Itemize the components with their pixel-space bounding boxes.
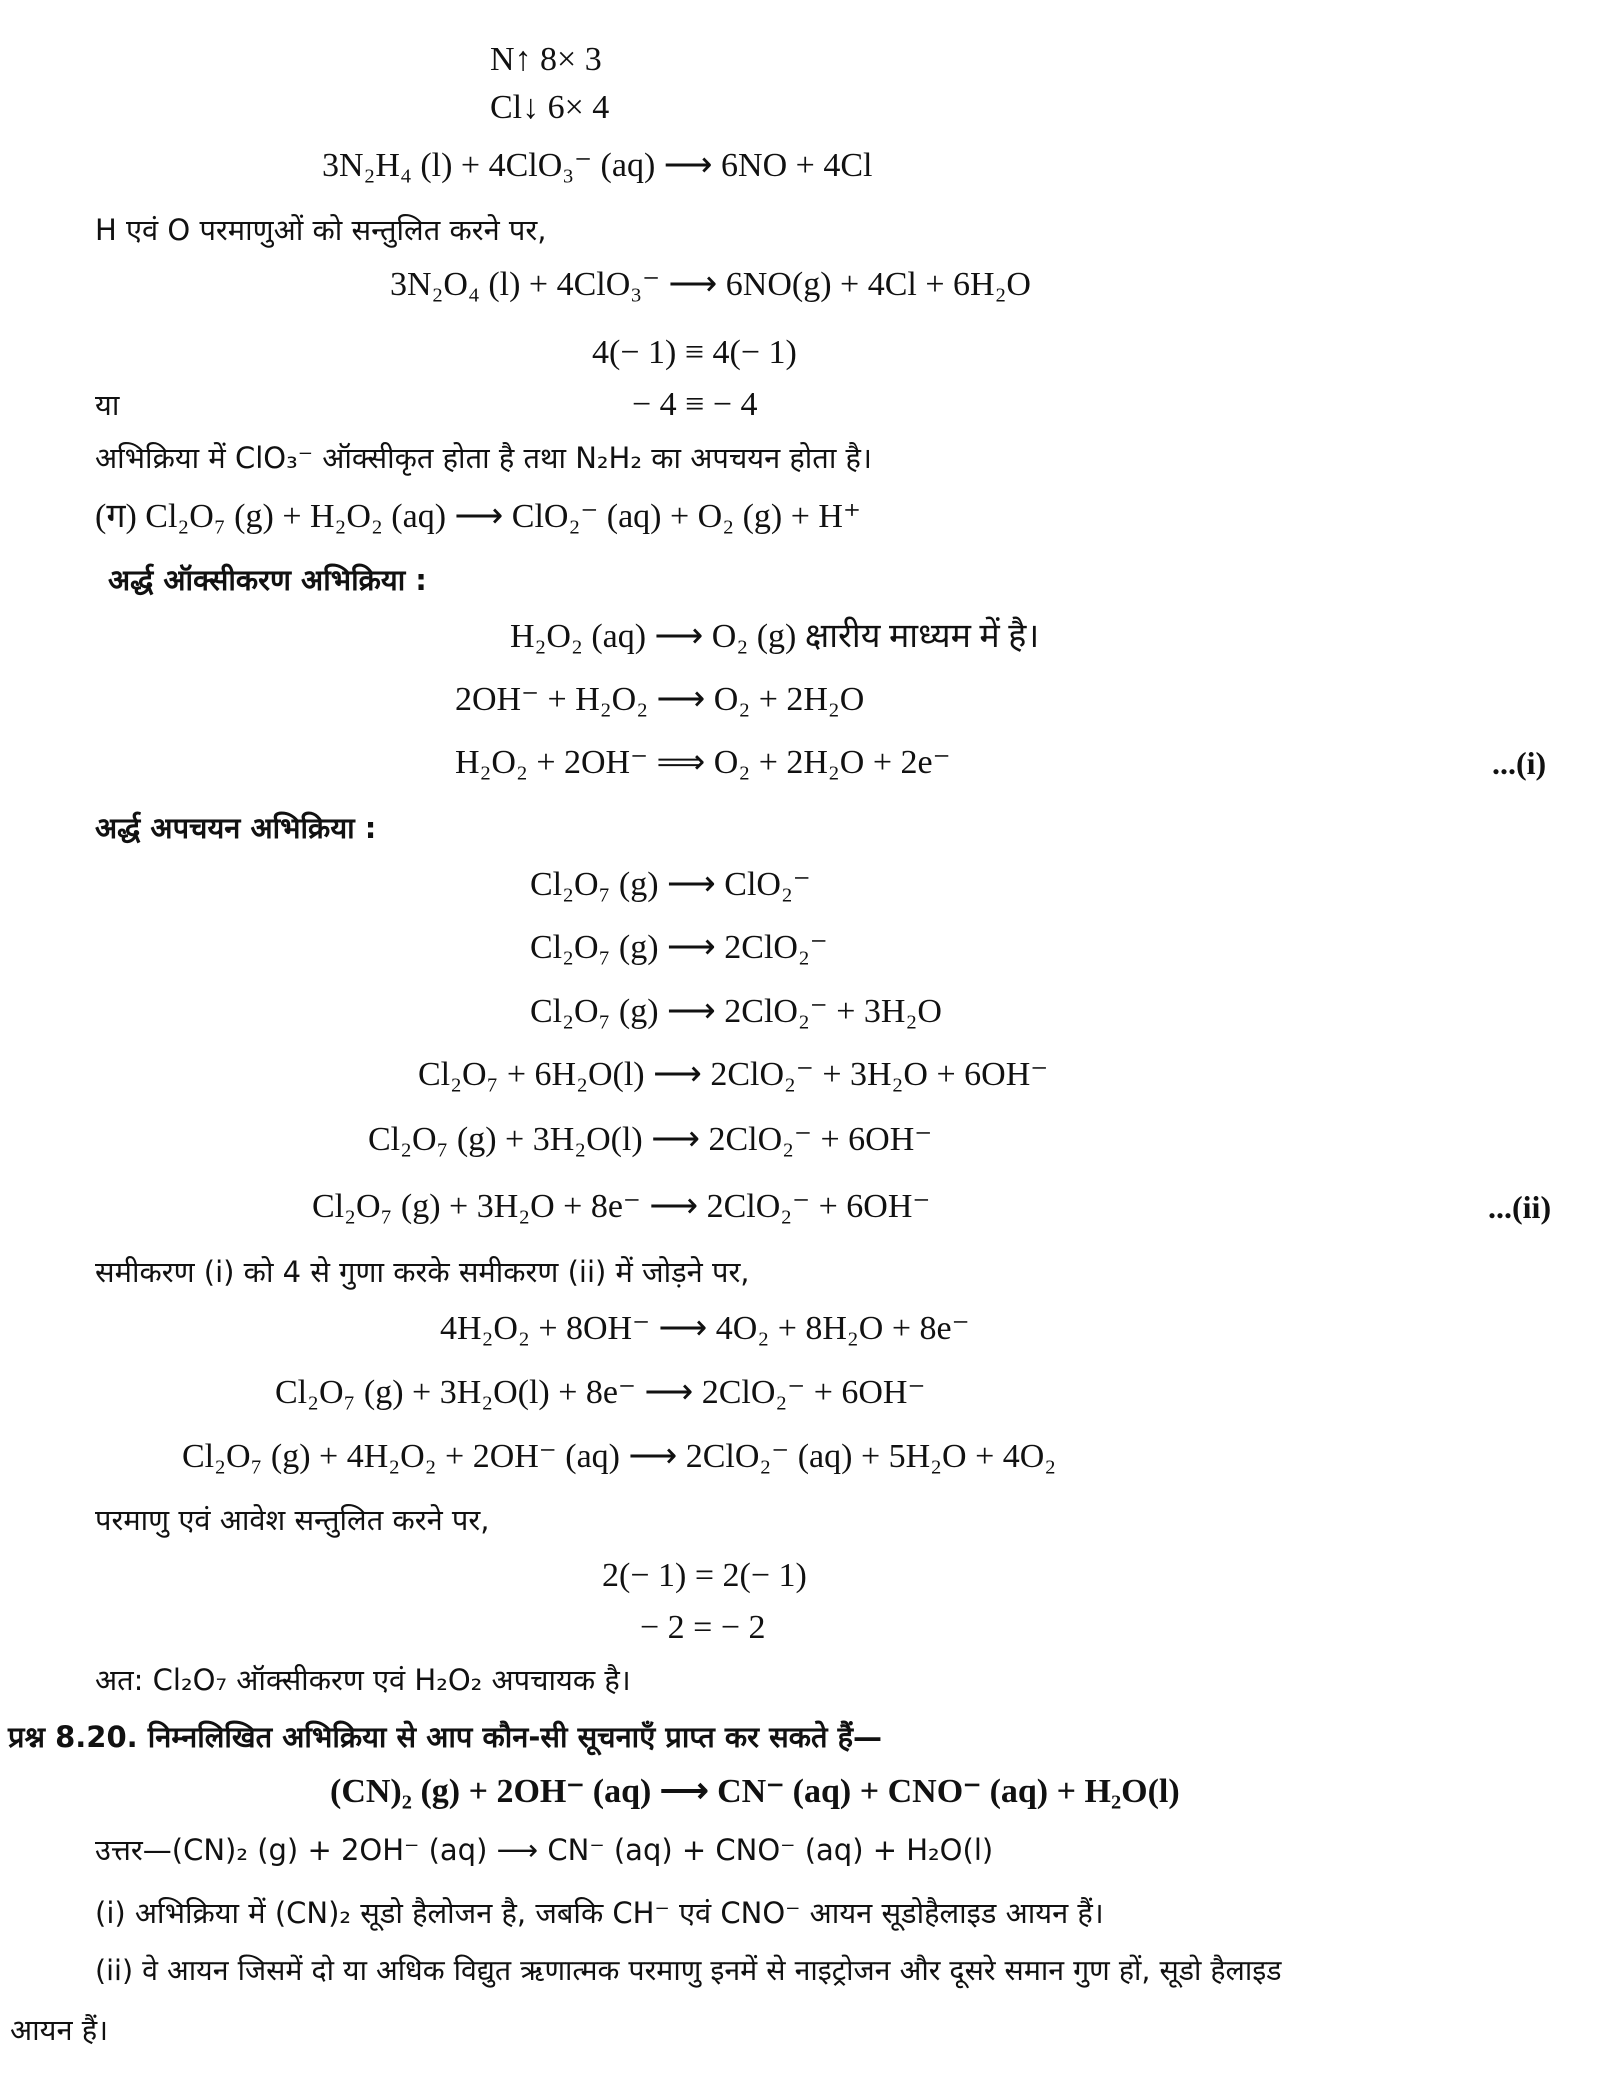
answer-point-ii: (ii) वे आयन जिसमें दो या अधिक विद्युत ऋणात्मक परमाणु इनमें से नाइट्रोजन और दूसरे समान गुण हों, सूडो हैलाइड — [95, 1954, 1282, 1987]
question-8-20: प्रश्न 8.20. निम्नलिखित अभिक्रिया से आप कौन-सी सूचनाएँ प्राप्त कर सकते हैं— — [8, 1720, 883, 1754]
heading-half-oxidation: अर्द्ध ऑक्सीकरण अभिक्रिया : — [108, 563, 427, 597]
text-multiply-add: समीकरण (i) को 4 से गुणा करके समीकरण (ii) में जोड़ने पर, — [95, 1255, 750, 1289]
answer-equation: उत्तर—(CN)₂ (g) + 2OH⁻ (aq) ⟶ CN⁻ (aq) + CNO⁻ (aq) + H₂O(l) — [95, 1833, 994, 1867]
sum-final: Cl₂O₇ (g) + 4H₂O₂ + 2OH⁻ (aq) ⟶ 2ClO₂⁻ (aq) + 5H₂O + 4O₂ — [182, 1438, 1057, 1475]
text-balance-h-o: H एवं O परमाणुओं को सन्तुलित करने पर, — [95, 213, 547, 247]
question-equation: (CN)₂ (g) + 2OH⁻ (aq) ⟶ CN⁻ (aq) + CNO⁻ (aq) + H₂O(l) — [330, 1773, 1180, 1810]
red-step-4: Cl₂O₇ + 6H₂O(l) ⟶ 2ClO₂⁻ + 3H₂O + 6OH⁻ — [418, 1056, 1049, 1093]
ox-step-1: H₂O₂ (aq) ⟶ O₂ (g) क्षारीय माध्यम में है। — [510, 618, 1040, 655]
answer-point-i: (i) अभिक्रिया में (CN)₂ सूडो हैलोजन है, जबकि CH⁻ एवं CNO⁻ आयन सूडोहैलाइड आयन हैं। — [95, 1896, 1104, 1930]
ox-step-3: H₂O₂ + 2OH⁻ ⟹ O₂ + 2H₂O + 2e⁻ — [455, 744, 951, 781]
red-step-2: Cl₂O₇ (g) ⟶ 2ClO₂⁻ — [530, 929, 828, 966]
text-reaction-note: अभिक्रिया में ClO₃⁻ ऑक्सीकृत होता है तथा N₂H₂ का अपचयन होता है। — [95, 441, 872, 475]
red-step-6: Cl₂O₇ (g) + 3H₂O + 8e⁻ ⟶ 2ClO₂⁻ + 6OH⁻ — [312, 1188, 931, 1225]
charge-check-2: − 2 = − 2 — [640, 1609, 766, 1646]
ox-step-2: 2OH⁻ + H₂O₂ ⟶ O₂ + 2H₂O — [455, 681, 865, 718]
charge-check-1: 2(− 1) = 2(− 1) — [602, 1557, 807, 1594]
line-n-change: N↑ 8× 3 — [490, 41, 602, 78]
sum-step-2: Cl₂O₇ (g) + 3H₂O(l) + 8e⁻ ⟶ 2ClO₂⁻ + 6OH⁻ — [275, 1374, 926, 1411]
text-conclusion: अत: Cl₂O₇ ऑक्सीकरण एवं H₂O₂ अपचायक है। — [95, 1663, 631, 1697]
charge-balance-2: − 4 ≡ − 4 — [632, 386, 758, 423]
sum-step-1: 4H₂O₂ + 8OH⁻ ⟶ 4O₂ + 8H₂O + 8e⁻ — [440, 1310, 970, 1347]
answer-point-ii-cont: आयन हैं। — [10, 2013, 109, 2047]
equation-1: 3N₂H₄ (l) + 4ClO₃⁻ (aq) ⟶ 6NO + 4Cl — [322, 147, 873, 184]
heading-half-reduction: अर्द्ध अपचयन अभिक्रिया : — [95, 811, 377, 845]
red-step-3: Cl₂O₇ (g) ⟶ 2ClO₂⁻ + 3H₂O — [530, 993, 942, 1030]
charge-balance-1: 4(− 1) ≡ 4(− 1) — [592, 334, 797, 371]
equation-g: (ग) Cl₂O₇ (g) + H₂O₂ (aq) ⟶ ClO₂⁻ (aq) + O₂ (g) + H⁺ — [95, 498, 861, 535]
text-balance-atoms-charge: परमाणु एवं आवेश सन्तुलित करने पर, — [95, 1503, 490, 1537]
text-ya: या — [95, 388, 120, 422]
equation-2: 3N₂O₄ (l) + 4ClO₃⁻ ⟶ 6NO(g) + 4Cl + 6H₂O — [390, 266, 1031, 303]
red-step-1: Cl₂O₇ (g) ⟶ ClO₂⁻ — [530, 866, 811, 903]
tag-ii: ...(ii) — [1488, 1189, 1552, 1225]
tag-i: ...(i) — [1492, 745, 1547, 781]
red-step-5: Cl₂O₇ (g) + 3H₂O(l) ⟶ 2ClO₂⁻ + 6OH⁻ — [368, 1121, 933, 1158]
line-cl-change: Cl↓ 6× 4 — [490, 89, 610, 126]
